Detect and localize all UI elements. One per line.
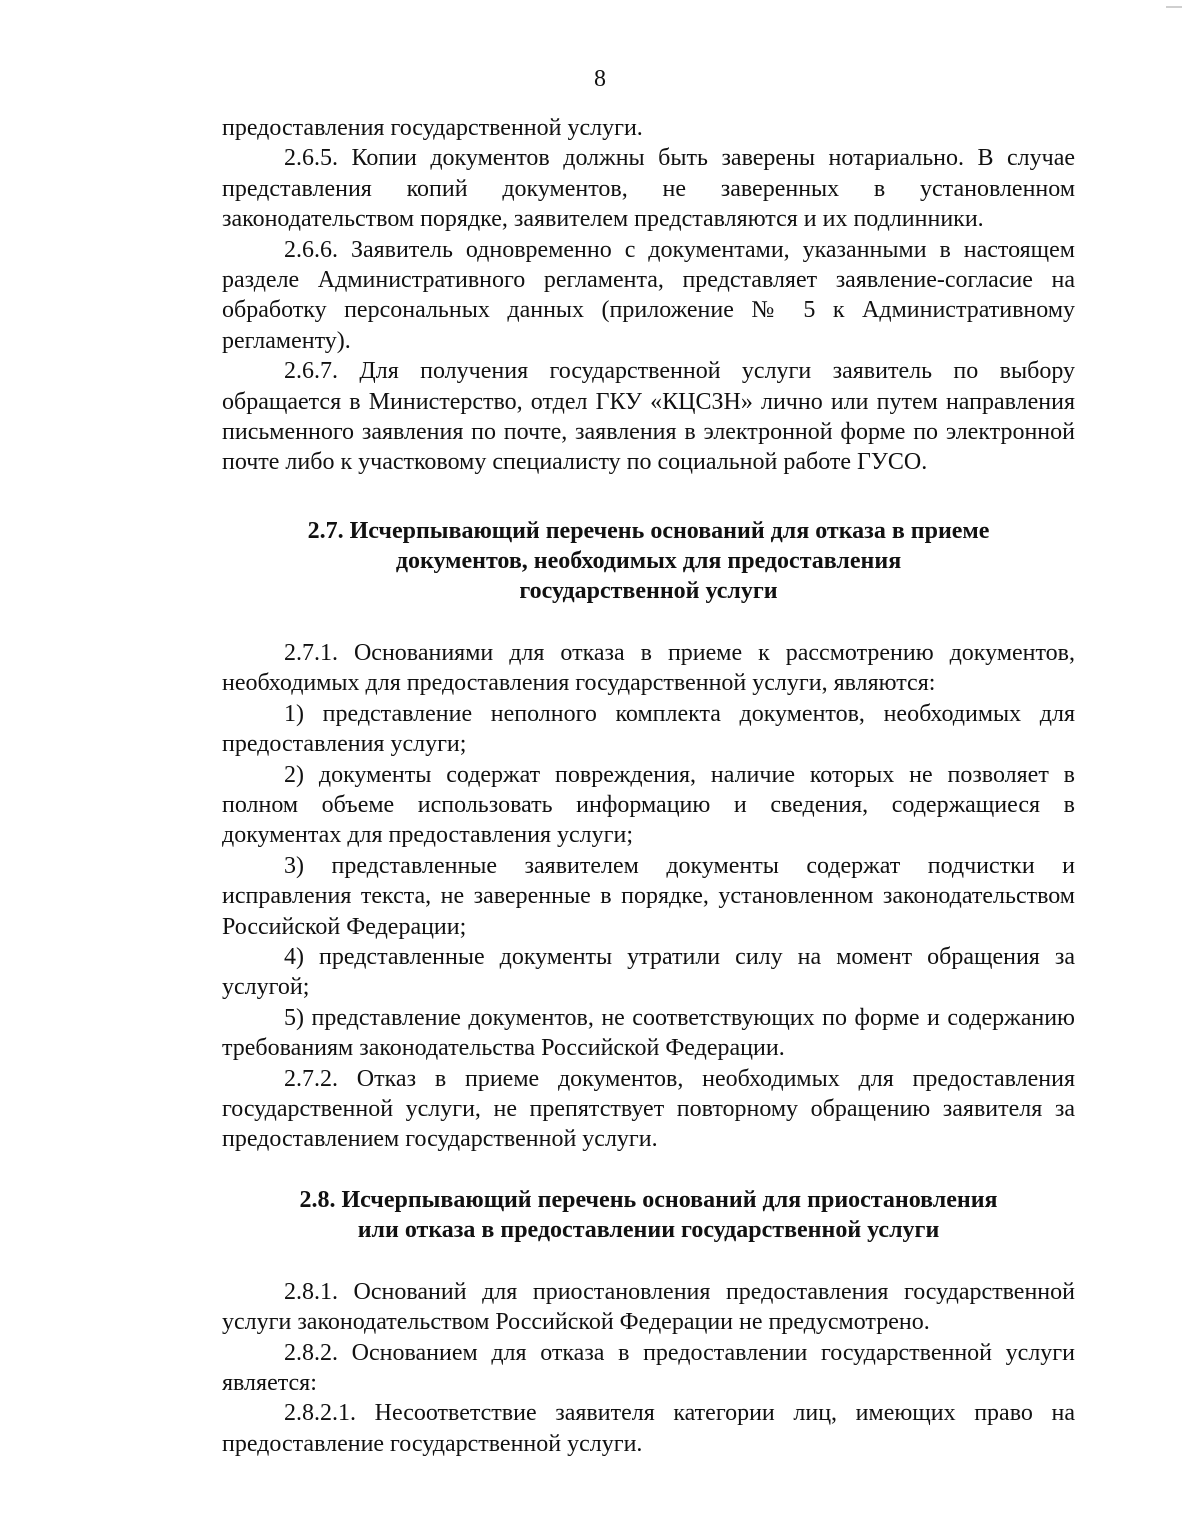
heading-line: документов, необходимых для предоставления [395,547,902,574]
page-number: 8 [594,66,606,92]
paragraph-2-8-2-1: 2.8.2.1. Несоответствие заявителя категории лиц, имеющих право на предоставление государственной услуги. [222,1400,1075,1457]
paragraph-2-8-2: 2.8.2. Основанием для отказа в предоставлении государственной услуги является: [222,1339,1075,1396]
list-item-1: 1) представление неполного комплекта документов, необходимых для предоставления услуги; [222,700,1075,758]
heading-line: 2.7. Исчерпывающий перечень оснований для отказа в приеме [307,517,990,544]
paragraph-continuation: предоставления государственной услуги. [222,115,643,141]
paragraph-2-8-1: 2.8.1. Оснований для приостановления предоставления государственной услуги законодательством Российской Федерации не предусмотрено. [222,1278,1075,1336]
paragraph-2-7-2: 2.7.2. Отказ в приеме документов, необходимых для предоставления государственной услуги, не препятствует повторному обращению заявителя за предоставлением государственной услуги. [222,1065,1075,1153]
scan-mark [1166,6,1182,8]
list-item-4: 4) представленные документы утратили силу на момент обращения за услугой; [222,943,1075,1001]
list-item-5: 5) представление документов, не соответствующих по форме и содержанию требованиям законодательства Российской Федерации. [222,1004,1075,1062]
document-body [222,113,1075,1459]
section-heading-2-7 [222,516,1075,606]
paragraph-2-6-6: 2.6.6. Заявитель одновременно с документами, указанными в настоящем разделе Административного регламента, представляет заявление-согласие на обработку персональных данных (приложение № 5 к Административному регламенту). [222,236,1075,354]
paragraph-2-7-1: 2.7.1. Основаниями для отказа в приеме к рассмотрению документов, необходимых для предоставления государственной услуги, являются: [222,639,1075,697]
heading-line: 2.8. Исчерпывающий перечень оснований для приостановления [299,1186,998,1213]
paragraph-2-6-7: 2.6.7. Для получения государственной услуги заявитель по выбору обращается в Министерство, отдел ГКУ «КЦСЗН» лично или путем направления письменного заявления по почте, заявления в электронной форме по электронной почте либо к участковому специалисту по социальной работе ГУСО. [222,358,1075,476]
paragraph-2-6-5: 2.6.5. Копии документов должны быть заверены нотариально. В случае представления копий документов, не заверенных в установленном законодательством порядке, заявителем представляются и их подлинники. [222,145,1075,233]
list-item-3: 3) представленные заявителем документы содержат подчистки и исправления текста, не заверенные в порядке, установленном законодательством Российской Федерации; [222,852,1075,940]
list-item-2: 2) документы содержат повреждения, наличие которых не позволяет в полном объеме использовать информацию и сведения, содержащиеся в документах для предоставления услуги; [222,761,1075,849]
section-heading-2-8 [222,1185,1075,1245]
heading-line: или отказа в предоставлении государственной услуги [357,1216,940,1243]
heading-line: государственной услуги [519,577,778,604]
